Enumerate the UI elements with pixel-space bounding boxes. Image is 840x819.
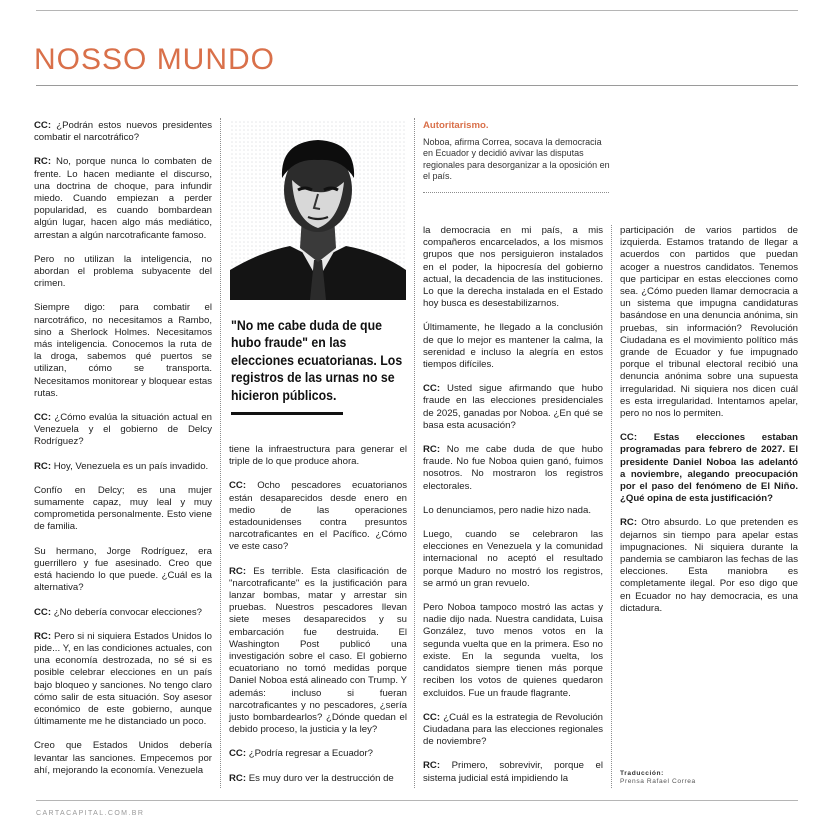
- paragraph-text: Primero, sobrevivir, porque el sistema judicial está impidiendo la: [423, 760, 603, 784]
- speaker-label: CC:: [229, 748, 247, 760]
- paragraph: Últimamente, he llegado a la conclusión de que lo mejor es mantener la calma, la serenidad e incluso la alegría en estos tiempos difíciles.: [423, 322, 603, 371]
- paragraph: Lo denunciamos, pero nadie hizo nada.: [423, 504, 592, 516]
- paragraph-text: Hoy, Venezuela es un país invadido.: [51, 460, 209, 472]
- credit-name: Prensa Rafael Correa: [620, 778, 696, 786]
- speaker-label: CC:: [34, 120, 52, 131]
- paragraph: [34, 461, 212, 473]
- paragraph-text: Ocho pescadores ecuatorianos están desaparecidos desde enero en medio de las operaciones estadounidenses contra presuntos narcotraficantes en el Pacífico. ¿Cómo ve este caso?: [229, 480, 407, 553]
- paragraph: [620, 432, 798, 505]
- speaker-label: CC:: [423, 383, 441, 395]
- speaker-label: CC:: [423, 711, 441, 723]
- paragraph: la democracia en mi país, a mis compañeros encarcelados, a los mismos grupos que nos persiguieron instalados en el poder, la hipocresía del gobierno actual, la decadencia de las instituciones. Lo que la derecha instalada en el Estado hoy busca es desestabilizarnos.: [423, 225, 603, 310]
- credit-label: Traducción:: [620, 770, 664, 777]
- paragraph: [423, 383, 603, 432]
- paragraph: Pero no utilizan la inteligencia, no abordan el problema subyacente del crimen.: [34, 253, 212, 290]
- paragraph-text: ¿Podrán estos nuevos presidentes combatir el narcotráfico?: [34, 120, 212, 144]
- speaker-label: CC:: [34, 606, 52, 618]
- paragraph: [34, 412, 212, 449]
- paragraph-text: ¿No debería convocar elecciones?: [51, 606, 202, 618]
- article-column-4: [620, 225, 798, 627]
- paragraph: [229, 480, 407, 553]
- paragraph: participación de varios partidos de izquierda. Estamos tratando de llegar a acuerdos con partidos que puedan acoger a nuestros candidatos. Tenemos que participar en estas elecciones como sea. ¿Cómo pueden llamar democracia a un sistema que impugna candidaturas basándose en una denuncia anónima, sin pruebas, sin información? Revolución Ciudadana es el movimiento político más grande de Ecuador y fue impugnado porque el tribunal electoral recibió una denuncia anónima sobre una supuesta irregularidad. Ni siquiera nos dicen cuál es esta irregularidad. Intentamos apelar, pero no nos lo permiten.: [620, 225, 798, 420]
- speaker-label: RC:: [34, 156, 52, 168]
- portrait-illustration: [230, 120, 406, 300]
- paragraph-text: Usted sigue afirmando que hubo fraude en las elecciones presidenciales de 2025, ganadas por Noboa. ¿En qué se basa esta acusación?: [423, 383, 603, 431]
- paragraph: Pero Noboa tampoco mostró las actas y nadie dijo nada. Nuestra candidata, Luisa González, tuvo menos votos en la segunda vuelta que en la primera. Eso no existe. En la segunda vuelta, los candidatos siempre tienen más porque reciben los votos de quienes quedaron excluidos. Fue un fraude flagrante.: [423, 602, 603, 699]
- paragraph-text: No me cabe duda de que hubo fraude. No fue Noboa quien ganó, fuimos nosotros. No mostraron los registros electorales.: [423, 444, 603, 492]
- speaker-label: RC:: [229, 772, 247, 784]
- paragraph-text: Es terrible. Esta clasificación de "narcotraficante" es la justificación para lanzar bombas, matar y arrestar sin pruebas. Nuestros pescadores llevan siete meses desaparecidos y su embarcación fue destruida. El Washington Post publicó una investigación sobre el caso. El gobierno ecuatoriano no tomó medidas porque Daniel Noboa está alineado con Trump. Y además: incluso si fueran narcotraficantes y no pescadores, ¿sería justo bombardearlos? ¿Dónde quedan el debido proceso, la justicia y la ley?: [229, 565, 407, 736]
- top-rule: [36, 10, 798, 11]
- paragraph: Luego, cuando se celebraron las elecciones en Venezuela y la comunidad internacional no aceptó el resultado porque Maduro no mostró los registros, se armó un gran revuelo.: [423, 529, 603, 589]
- footer-rule: [36, 800, 798, 801]
- speaker-label: CC:: [34, 412, 52, 424]
- speaker-label: RC:: [423, 760, 441, 772]
- paragraph: Su hermano, Jorge Rodríguez, era guerrillero y fue asesinado. Creo que está haciendo lo que puede. ¿Cuál es la alternativa?: [34, 545, 212, 594]
- column-divider: [611, 225, 612, 788]
- photo-caption: [423, 120, 611, 183]
- paragraph: [34, 156, 212, 241]
- pull-quote-underline: [231, 412, 343, 415]
- portrait-photo: [230, 120, 406, 300]
- speaker-label: RC:: [423, 444, 441, 456]
- paragraph: [423, 712, 603, 749]
- article-column-3: [423, 225, 603, 797]
- paragraph: [34, 120, 212, 144]
- paragraph: [620, 517, 798, 615]
- paragraph: [34, 631, 212, 729]
- paragraph: tiene la infraestructura para generar el triple de lo que produce ahora.: [229, 444, 407, 468]
- speaker-label: RC:: [229, 565, 247, 577]
- pull-quote: "No me cabe duda de que hubo fraude" en las elecciones ecuatorianas. Los registros de las urnas no se hicieron públicos.: [231, 318, 403, 403]
- translation-credit: [620, 770, 696, 787]
- paragraph: [34, 607, 212, 619]
- paragraph: Creo que Estados Unidos debería levantar las sanciones. Empecemos por ahí, mejorando la economía. Venezuela: [34, 740, 212, 776]
- paragraph-text: ¿Cuál es la estrategia de Revolución Ciudadana para las elecciones regionales de noviembre?: [423, 711, 603, 748]
- article-column-2: [229, 444, 407, 797]
- paragraph: [229, 773, 407, 785]
- speaker-label: CC:: [620, 432, 638, 444]
- paragraph: Confío en Delcy; es una mujer sumamente capaz, muy leal y muy comprometida personalmente. Esto viene de familia.: [34, 484, 212, 533]
- paragraph-text: Estas elecciones estaban programadas para febrero de 2027. El presidente Daniel Noboa las adelantó a noviembre, alegando preocupación por el paso del fenómeno de El Niño. ¿Qué opina de esta justificación?: [620, 432, 798, 505]
- paragraph: [423, 760, 603, 784]
- paragraph: [423, 444, 603, 493]
- speaker-label: RC:: [34, 630, 52, 642]
- paragraph-text: ¿Podría regresar a Ecuador?: [246, 748, 373, 760]
- footer-site: CARTACAPITAL.COM.BR: [36, 810, 145, 817]
- column-divider: [220, 118, 221, 788]
- paragraph-text: Es muy duro ver la destrucción de: [246, 772, 394, 784]
- caption-divider: [423, 192, 609, 193]
- paragraph-text: No, porque nunca lo combaten de frente. Lo hacen mediante el discurso, una doctrina de choque, para infundir miedo. Cuando empiezan a perder popularidad, es cuando bombardean algún lugar, hacen algo más mediático, arrestan a algún narcotraficante famoso.: [34, 156, 212, 241]
- article-column-1: [34, 120, 212, 789]
- paragraph-text: Otro absurdo. Lo que pretenden es dejarnos sin tiempo para apelar estas impugnaciones. Ni siquiera durante la pandemia se cambiaron las fechas de las elecciones. Esta maniobra es completamente ilegal. Por eso digo que en Ecuador no hay democracia, es una dictadura.: [620, 517, 798, 614]
- paragraph-text: Pero si ni siquiera Estados Unidos lo pide... Y, en las condiciones actuales, con una economía destrozada, no sé si es posible celebrar elecciones en un país bajo bloqueo y sanciones. No tengo claro cómo salir de esta situación. Soy asesor económico de este gobierno, aunque últimamente me he distanciado un poco.: [34, 630, 212, 728]
- header-rule: [36, 85, 798, 86]
- column-divider: [414, 118, 415, 788]
- section-title: NOSSO MUNDO: [34, 43, 276, 76]
- paragraph: [229, 748, 407, 760]
- speaker-label: CC:: [229, 480, 247, 492]
- paragraph-text: ¿Cómo evalúa la situación actual en Venezuela y el gobierno de Delcy Rodríguez?: [34, 412, 212, 448]
- caption-title: Autoritarismo.: [423, 120, 489, 131]
- paragraph: Siempre digo: para combatir el narcotráfico, no necesitamos a Rambo, sino a Sherlock Holmes. Necesitamos más inteligencia. Conocemos la ruta de la droga, sabemos qué puertos se utilizan, cómo se transporta. Necesitamos monitorear y bloquear estas rutas.: [34, 302, 212, 399]
- speaker-label: RC:: [620, 517, 638, 529]
- caption-text: Noboa, afirma Correa, socava la democracia en Ecuador y decidió avivar las disputas regionales para desorganizar a la oposición en el país.: [423, 137, 610, 182]
- speaker-label: RC:: [34, 460, 52, 472]
- paragraph: [229, 566, 407, 737]
